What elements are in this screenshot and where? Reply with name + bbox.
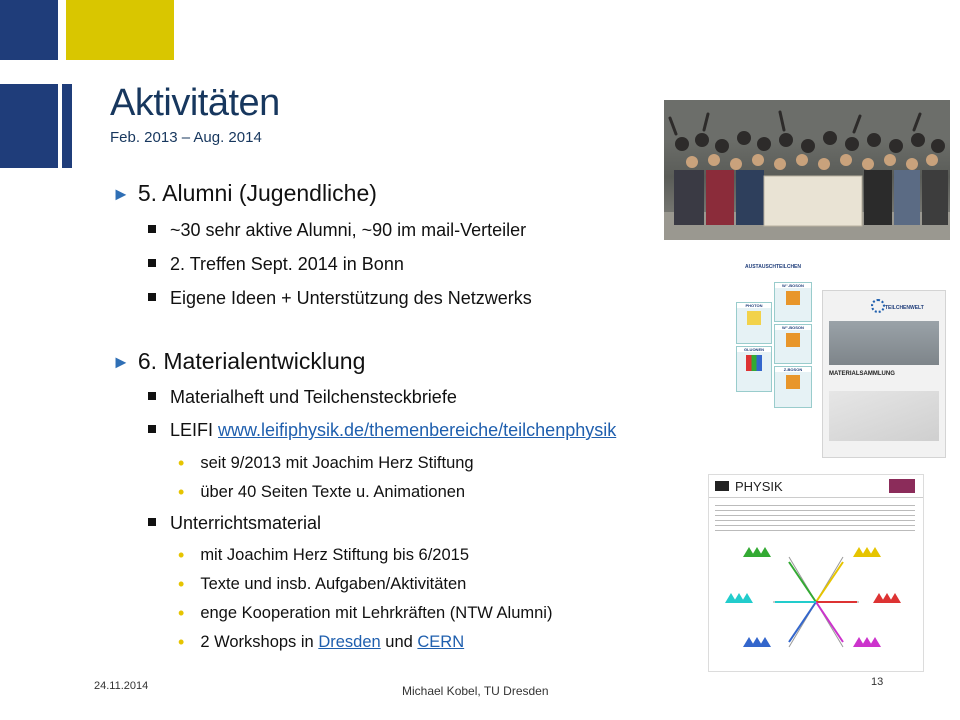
arrow-bullet-icon: ► [112, 184, 130, 204]
corner-yellow-block [66, 0, 174, 60]
dot-bullet-icon: • [178, 453, 185, 473]
dot-bullet-icon: • [178, 482, 185, 502]
page-title: Aktivitäten [110, 82, 280, 124]
card-icon [747, 311, 761, 325]
booklet-photo [829, 321, 939, 365]
leifi-link[interactable]: www.leifiphysik.de/themenbereiche/teilchenphysik [218, 420, 617, 440]
particle-cards-image [734, 262, 812, 414]
square-bullet-icon [148, 225, 156, 233]
leifi-physik-screenshot [708, 474, 924, 672]
materialsammlung-booklet [822, 290, 946, 458]
dot-bullet-icon: • [178, 603, 185, 623]
corner-blue-block-top [0, 0, 58, 60]
leifi-brand: PHYSIK [735, 479, 783, 494]
sub-list-item: • mit Joachim Herz Stiftung bis 6/2015 [178, 545, 470, 565]
square-bullet-icon [148, 293, 156, 301]
sub-list-item: • über 40 Seiten Texte u. Animationen [178, 482, 466, 502]
dot-bullet-icon: • [178, 632, 185, 652]
card-icon [746, 355, 762, 371]
corner-blue-block-bottom [0, 84, 58, 168]
leifi-text-block [715, 505, 915, 535]
card-gluonen: GLUONEN [736, 346, 772, 392]
booklet-title: MATERIALSAMMLUNG [829, 371, 895, 377]
list-item: Unterrichtsmaterial [148, 513, 321, 534]
card-icon [786, 333, 800, 347]
corner-blue-stripe [62, 84, 72, 168]
booklet-swoosh [829, 391, 939, 441]
list-item: Materialheft und Teilchensteckbriefe [148, 387, 457, 408]
dot-bullet-icon: • [178, 545, 185, 565]
card-icon [786, 375, 800, 389]
list-item: ~30 sehr aktive Alumni, ~90 im mail-Verteiler [148, 220, 526, 241]
square-bullet-icon [148, 392, 156, 400]
sub-list-item: • enge Kooperation mit Lehrkräften (NTW Alumni) [178, 603, 553, 623]
dot-bullet-icon: • [178, 574, 185, 594]
section-heading-alumni: ► 5. Alumni (Jugendliche) [112, 180, 377, 206]
card-z: Z-BOSON [774, 366, 812, 408]
list-item: Eigene Ideen + Unterstützung des Netzwerks [148, 288, 532, 309]
card-w-plus: W⁺-BOSON [774, 324, 812, 364]
footer-author: Michael Kobel, TU Dresden [402, 684, 549, 698]
leifi-logo-icon [715, 481, 729, 491]
jhs-logo-icon [889, 479, 915, 493]
cern-link[interactable]: CERN [417, 633, 465, 651]
list-item-leifi: LEIFI www.leifiphysik.de/themenbereiche/teilchenphysik [148, 420, 616, 441]
square-bullet-icon [148, 518, 156, 526]
sub-list-item: • Texte und insb. Aufgaben/Aktivitäten [178, 574, 467, 594]
cards-header: AUSTAUSCHTEILCHEN [744, 264, 802, 270]
list-item: 2. Treffen Sept. 2014 in Bonn [148, 254, 404, 275]
card-icon [786, 291, 800, 305]
color-charge-diagram [709, 537, 923, 667]
sub-list-item: • seit 9/2013 mit Joachim Herz Stiftung [178, 453, 474, 473]
arrow-bullet-icon: ► [112, 352, 130, 372]
section-heading-material: ► 6. Materialentwicklung [112, 348, 366, 374]
sub-list-item-workshops: • 2 Workshops in Dresden und CERN [178, 632, 465, 652]
footer-date: 24.11.2014 [94, 680, 149, 692]
square-bullet-icon [148, 259, 156, 267]
leifi-header-bar [709, 475, 923, 498]
teilchenwelt-logo-icon [871, 299, 885, 313]
booklet-logo-text: TEILCHENWELT [885, 305, 924, 311]
page-subtitle: Feb. 2013 – Aug. 2014 [110, 129, 262, 146]
page-number: 13 [871, 676, 884, 688]
dresden-link[interactable]: Dresden [318, 633, 381, 651]
card-w-minus: W⁻-BOSON [774, 282, 812, 322]
square-bullet-icon [148, 425, 156, 433]
alumni-group-photo [664, 100, 950, 240]
card-photon: PHOTON [736, 302, 772, 344]
